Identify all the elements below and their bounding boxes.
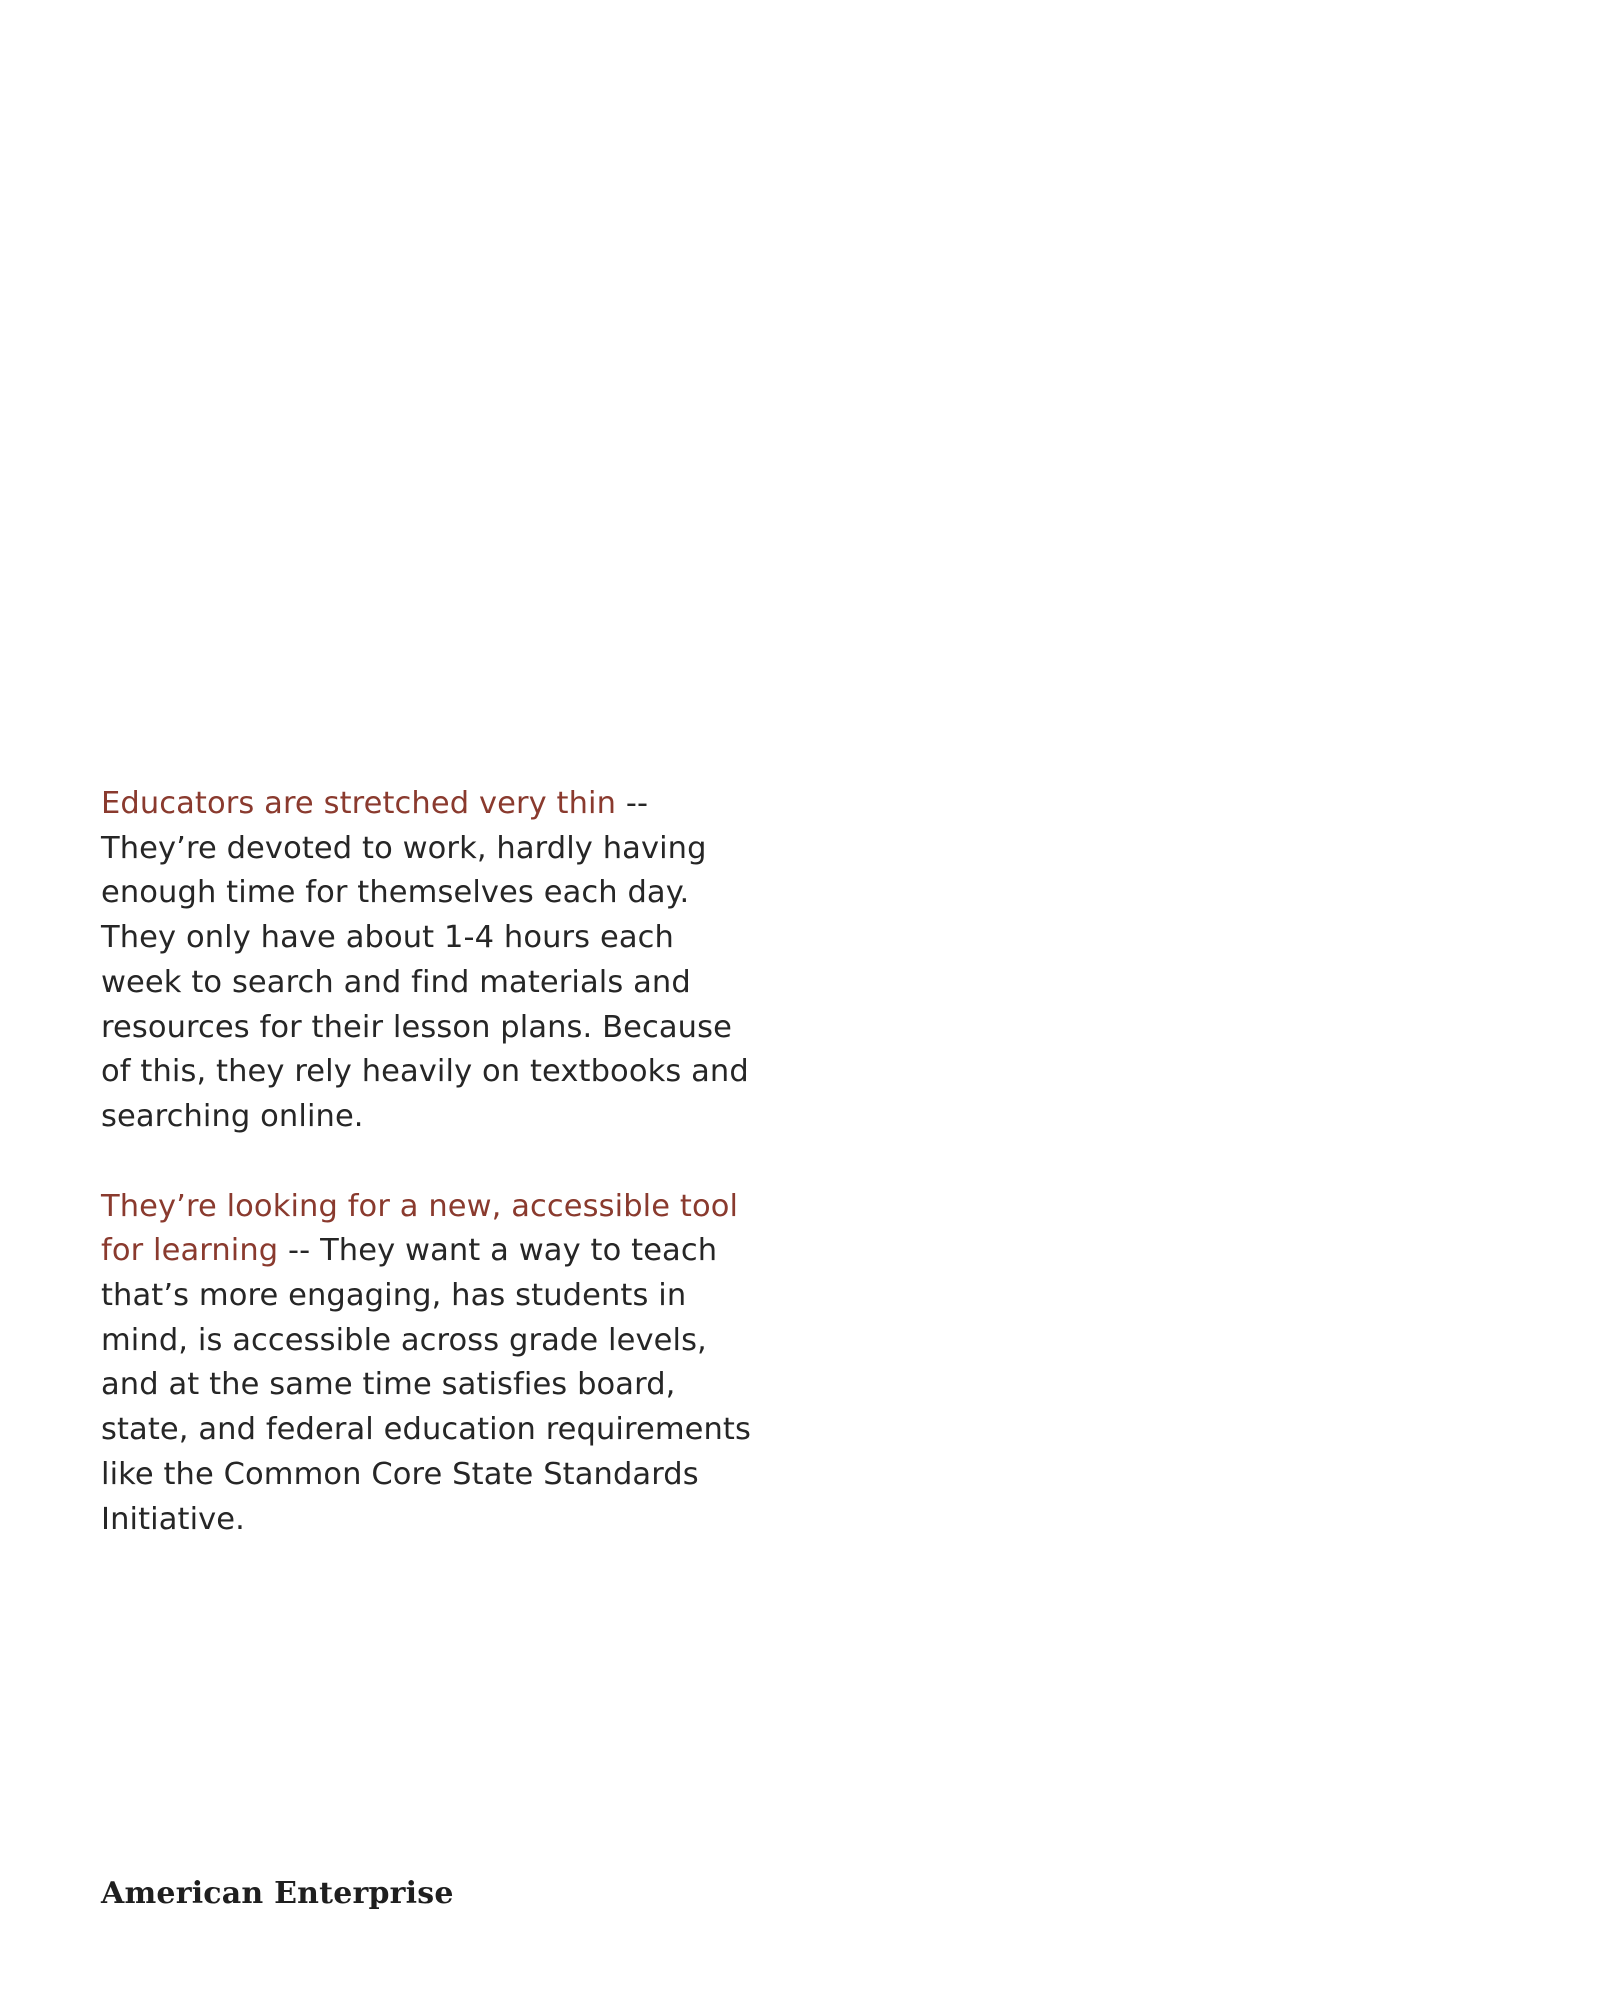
lead-phrase: Educators are stretched very thin [101, 786, 617, 821]
text-column [101, 782, 751, 1587]
paragraph-body: -- They’re devoted to work, hardly having enough time for themselves each day. They only have about 1-4 hours each week to search and find materials and resources for their lesson plans. Because of this, they rely heavily on textbooks and searching online. [101, 786, 749, 1134]
footer-brand-name: American Enterprise [101, 1876, 454, 1911]
lead-phrase: They’re looking for a new, accessible tool for learning [101, 1188, 739, 1269]
paragraph-body: -- They want a way to teach that’s more engaging, has students in mind, is accessible across grade levels, and at the same time satisfies board, state, and federal education requirements like the Common Core State Standards Initiative. [101, 1233, 751, 1537]
paragraph-educators-stretched [101, 782, 751, 1140]
paragraph-looking-for-tool [101, 1185, 751, 1543]
